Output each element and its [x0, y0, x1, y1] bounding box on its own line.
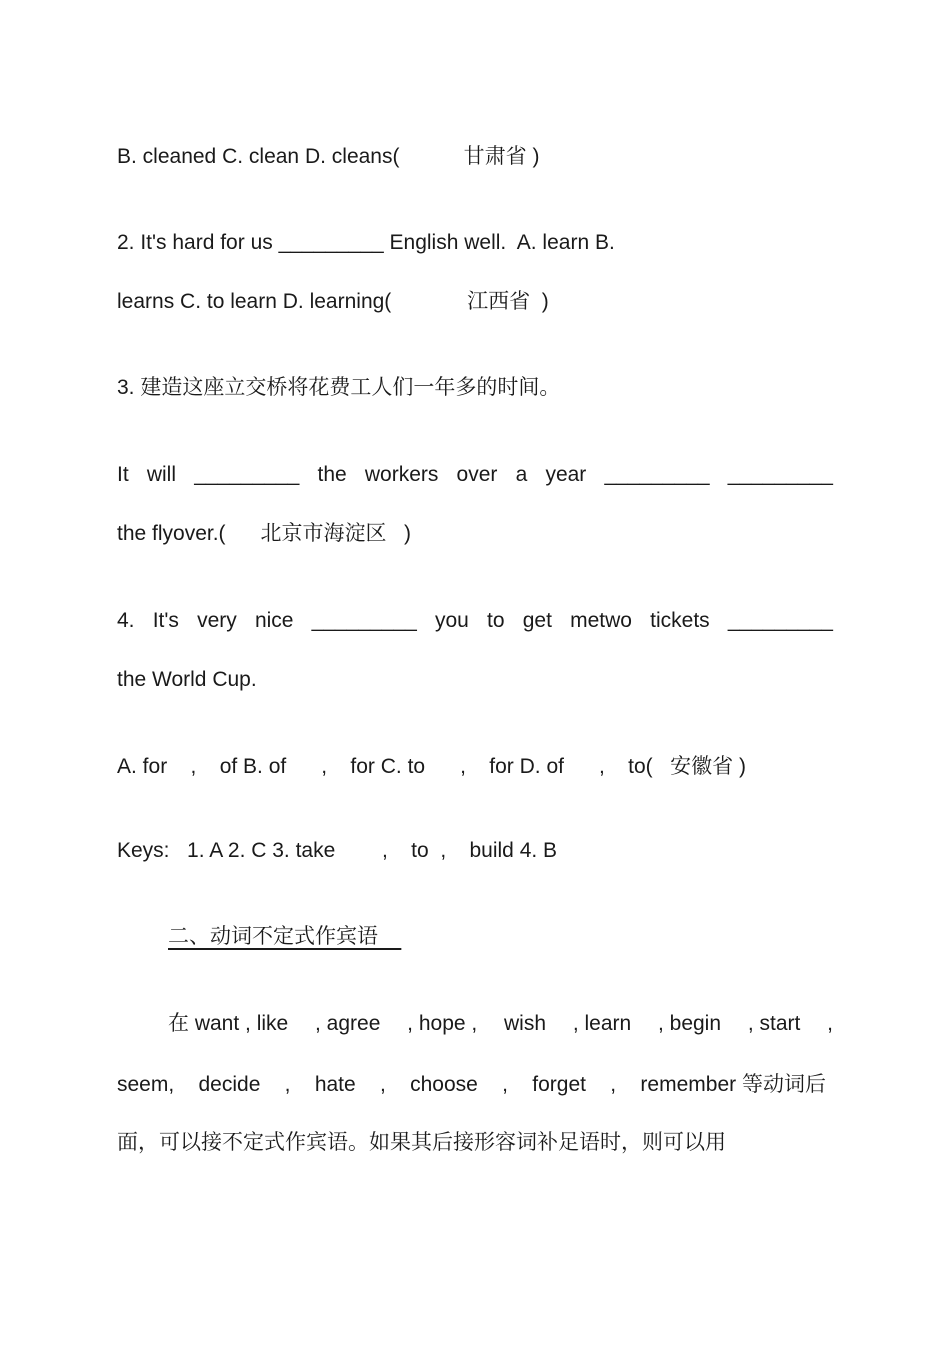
text-line-9: A. for , of B. of , for C. to , for D. of , to( 安徽省 ) [117, 755, 746, 778]
word: forget [532, 1073, 586, 1096]
word: , agree [315, 1012, 381, 1035]
word: , [502, 1073, 508, 1096]
answer-keys: Keys: 1. A 2. C 3. take , to , build 4. B [117, 839, 558, 862]
text-line-13 [117, 1071, 826, 1099]
word: hate [314, 1073, 356, 1096]
word: choose [410, 1073, 478, 1096]
word: It's [152, 609, 179, 632]
word: a [515, 463, 528, 486]
word: , hope , [407, 1012, 478, 1035]
text-line-6: the flyover.( 北京市海淀区 ) [117, 522, 412, 545]
word: seem, [117, 1073, 175, 1096]
text-line-1: B. cleaned C. clean D. cleans( 甘肃省 ) [117, 145, 540, 168]
word: decide [198, 1073, 261, 1096]
word: workers [364, 463, 439, 486]
blank: _________ [727, 609, 833, 632]
word: wish [504, 1012, 547, 1035]
word: will [146, 463, 177, 486]
text-line-4: 3. 建造这座立交桥将花费工人们一年多的时间。 [117, 376, 561, 399]
text-line-5 [117, 461, 833, 489]
word: the [317, 463, 347, 486]
blank: _________ [604, 463, 710, 486]
word: you [434, 609, 469, 632]
word: , learn [572, 1012, 632, 1035]
word: 4. [117, 609, 135, 632]
blank: _________ [311, 609, 417, 632]
text-line-12 [168, 1010, 833, 1038]
word: over [456, 463, 498, 486]
word: , start [747, 1012, 801, 1035]
word: , [610, 1073, 617, 1096]
blank: _________ [727, 463, 833, 486]
word: year [545, 463, 587, 486]
word: very [197, 609, 237, 632]
word: It [117, 463, 129, 486]
text-line-2: 2. It's hard for us _________ English well. A. learn B. [117, 231, 615, 254]
word: nice [254, 609, 294, 632]
text-line-14: 面，可以接不定式作宾语。如果其后接形容词补足语时，则可以用 [117, 1131, 726, 1154]
word: metwo [570, 609, 632, 632]
text-line-3: learns C. to learn D. learning( 江西省 ) [117, 290, 549, 313]
word: , begin [657, 1012, 722, 1035]
word: to [487, 609, 505, 632]
word: get [522, 609, 552, 632]
section-heading: 二、动词不定式作宾语 [168, 925, 402, 948]
word: 在 want , like [168, 1012, 289, 1035]
text-line-8: the World Cup. [117, 668, 257, 691]
word: tickets [650, 609, 710, 632]
text-line-7 [117, 607, 833, 635]
word: remember 等动词后 [640, 1073, 826, 1096]
word: , [827, 1012, 833, 1035]
blank: _________ [194, 463, 300, 486]
word: , [284, 1073, 291, 1096]
word: , [379, 1073, 386, 1096]
